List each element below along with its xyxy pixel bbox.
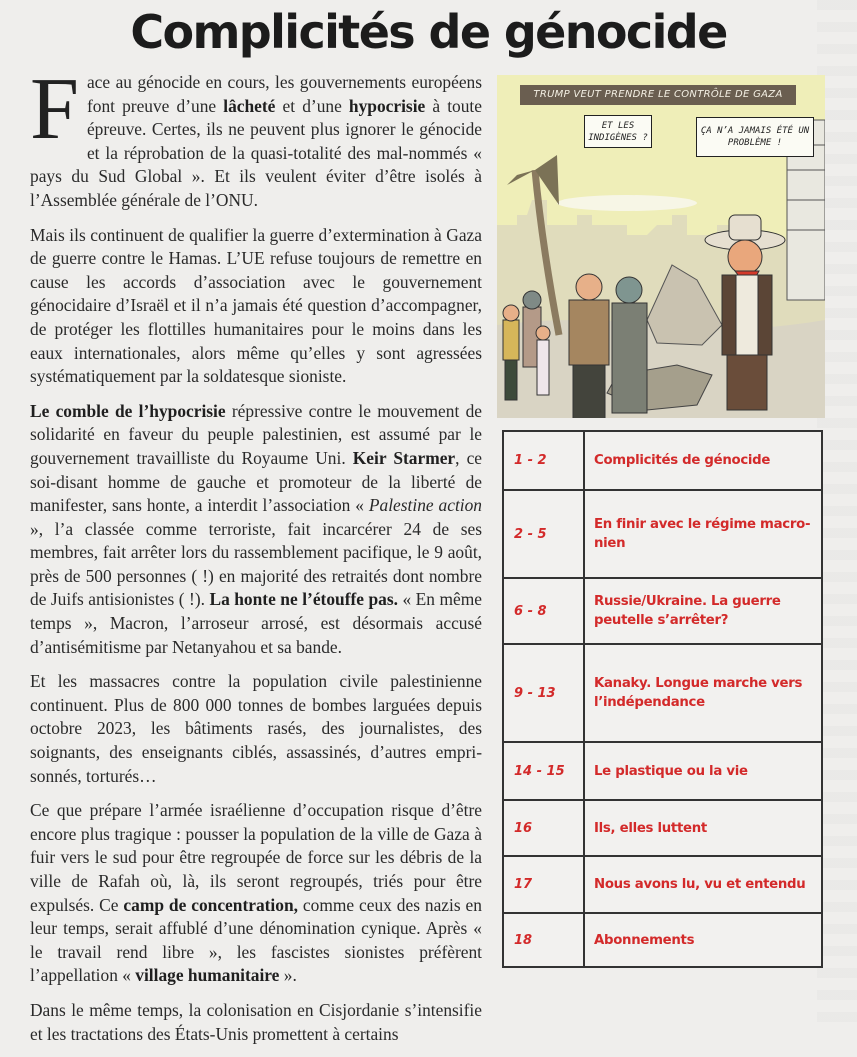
- cartoon-caption-banner: TRUMP VEUT PRENDRE LE CONTRÔLE DE GAZA: [520, 85, 796, 105]
- emphasis-bold: La honte ne l’étouffe pas.: [209, 589, 398, 610]
- speech-bubble-cowboy: ÇA N’A JAMAIS ÉTÉ UN PROBLÈME !: [696, 117, 814, 157]
- toc-row[interactable]: [504, 489, 821, 577]
- toc-row[interactable]: [504, 912, 821, 966]
- article-paragraph: [30, 61, 482, 213]
- emphasis-bold: Keir Starmer: [352, 447, 456, 468]
- article-paragraph: [30, 999, 482, 1046]
- table-of-contents: [502, 430, 823, 968]
- toc-article-title: Kanaky. Longue marche vers l’indépendance: [594, 676, 803, 710]
- speech-bubble-family: ET LES INDIGÈNES ?: [584, 115, 652, 148]
- drop-cap: F: [30, 61, 79, 158]
- page-title: Complicités de génocide: [130, 5, 727, 59]
- toc-article-title: Russie/Ukraine. La guerre peutelle s’arrêter?: [594, 594, 781, 628]
- toc-article-title: Abonnements: [594, 932, 695, 948]
- emphasis-bold: lâcheté: [223, 95, 276, 116]
- toc-page-range: 14 - 15: [504, 743, 585, 799]
- toc-row[interactable]: [504, 741, 821, 799]
- text-run: ».: [279, 965, 297, 986]
- emphasis-bold: Le comble de l’hypocrisie: [30, 400, 226, 421]
- toc-page-range: 2 - 5: [504, 491, 585, 577]
- emphasis-bold: camp de concentration,: [123, 894, 298, 915]
- text-run: « En même temps », Macron, l’arroseur arrosé, est désormais accusé d’antisémitisme par Netanyahou et sa bande.: [30, 589, 482, 657]
- article-paragraph: [30, 400, 482, 660]
- toc-row[interactable]: [504, 643, 821, 741]
- toc-article-title: Le plastique ou la vie: [594, 763, 748, 779]
- toc-page-range: 9 - 13: [504, 645, 585, 741]
- text-run: ace au génocide en cours, les gouvernements européens font preuve d’une: [86, 72, 482, 116]
- article-paragraph: [30, 670, 482, 788]
- toc-row[interactable]: [504, 432, 821, 489]
- text-run: à toute épreuve. Certes, ils ne peuvent plus ignorer le génocide et la réprobation de la quasi-totalité des mal-nommés « pays du Sud Global ». Et ils veulent éviter d’être isolés à l’Assemblée générale de l’ONU.: [30, 95, 482, 210]
- toc-article-title: Complicités de génocide: [594, 453, 771, 468]
- text-run: Et les massacres contre la population civile palestinienne continuent. Plus de 800 000 tonnes de bombes larguées depuis octobre 2023, les bâtiments rasés, des journalistes, des soignants, des enseignants ciblés, assassinés, d’autres emprisonnés, torturés…: [30, 671, 482, 786]
- toc-page-range: 16: [504, 801, 585, 855]
- text-run: comme ceux des nazis en leur temps, serait affublé d’une dénomination cynique. Après « le travail rend libre », les fascistes sionistes préfèrent l’appellation «: [30, 894, 482, 986]
- toc-row[interactable]: [504, 855, 821, 912]
- toc-page-range: 18: [504, 914, 585, 966]
- toc-page-range: 1 - 2: [504, 432, 585, 489]
- text-run: Dans le même temps, la colonisation en Cisjordanie s’intensifie et les tractations des États-Unis promettent à certains: [30, 999, 482, 1044]
- editorial-cartoon: [497, 75, 825, 418]
- text-run: », l’a classée comme terroriste, fait incarcérer 24 de ses membres, fait arrêter lors du rassemblement pacifique, le 9 août, près de 500 personnes ( !) en majorité des retraités dont nombre de Juifs antisionistes ( !).: [30, 518, 482, 610]
- toc-row[interactable]: [504, 799, 821, 855]
- toc-article-title: Ils, elles luttent: [594, 820, 707, 836]
- article-body: [30, 61, 483, 1057]
- text-run: , ce soi-disant homme de gauche et promoteur de la liberté de manifester, sans honte, a interdit l’association «: [30, 447, 483, 516]
- article-paragraph: [30, 799, 482, 988]
- text-run: et d’une: [275, 95, 349, 116]
- emphasis-bold: village humanitaire: [135, 965, 280, 986]
- toc-article-title: En finir avec le régime macronien: [594, 517, 811, 551]
- text-run: Ce que prépare l’armée israélienne d’occupation risque d’être encore plus tragique : pousser la population de la ville de Gaza à fuir vers le sud pour être regroupée de force sur les débris de la ville de Rafah où, là, ils seront regroupés, triés pour être expulsés. Ce: [30, 800, 482, 915]
- text-run: Mais ils continuent de qualifier la guerre d’extermination à Gaza de guerre contre le Hamas. L’UE refuse toujours de remettre en cause les accords d’association avec le gouvernement génocidaire d’Israël et il n’a jamais été question d’accompagner, de protéger les flottilles humanitaires pour le moins dans les eaux internationales, alors même qu’elles y sont agressées systématiquement par la soldatesque sioniste.: [30, 224, 482, 387]
- emphasis-bold: hypocrisie: [348, 95, 426, 116]
- article-paragraph: [30, 224, 482, 389]
- toc-page-range: 17: [504, 857, 585, 912]
- emphasis-italic: Palestine action: [368, 495, 483, 516]
- toc-page-range: 6 - 8: [504, 579, 585, 643]
- text-run: répressive contre le mouvement de solidarité en faveur du peuple palestinien, est assumé par le gouvernement travailliste du Royaume Uni.: [30, 400, 482, 468]
- toc-row[interactable]: [504, 577, 821, 643]
- cloud: [557, 195, 697, 211]
- toc-article-title: Nous avons lu, vu et entendu: [594, 877, 806, 892]
